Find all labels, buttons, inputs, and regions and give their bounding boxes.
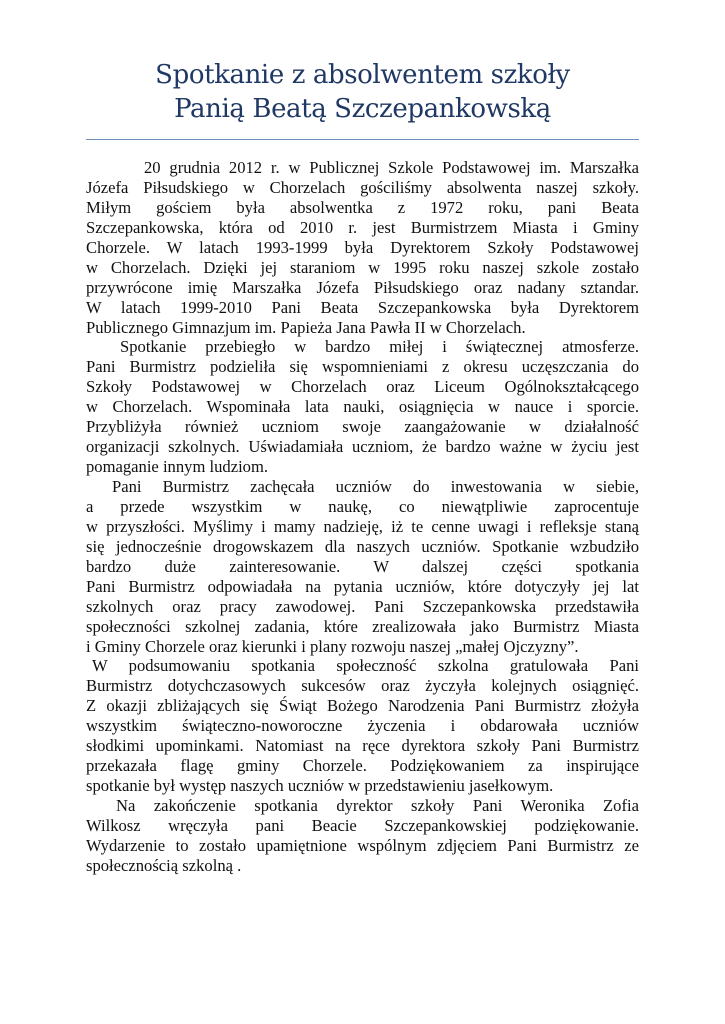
paragraph-1-line: Szczepankowska, która od 2010 r. jest Burmistrzem Miasta i Gminy — [86, 217, 639, 237]
paragraph-3-line: się jednocześnie drogowskazem dla naszych uczniów. Spotkanie wzbudziło — [86, 536, 639, 556]
paragraph-5-line: Na zakończenie spotkania dyrektor szkoły Pani Weronika Zofia — [116, 796, 639, 815]
paragraph-4-line: Burmistrz dotychczasowych sukcesów oraz życzyła kolejnych osiągnięć. — [86, 676, 639, 696]
paragraph-1-line: 20 grudnia 2012 r. w Publicznej Szkole Podstawowej im. Marszałka — [144, 158, 639, 177]
paragraph-4-line: Z okazji zbliżających się Świąt Bożego Narodzenia Pani Burmistrz złożyła — [86, 696, 639, 716]
paragraph-3-line: a przede wszystkim w naukę, co niewątpliwie zaprocentuje — [86, 496, 639, 516]
paragraph-4-line: słodkimi upominkami. Natomiast na ręce dyrektora szkoły Pani Burmistrz — [86, 736, 639, 756]
paragraph-2-line: Spotkanie przebiegło w bardzo miłej i świątecznej atmosferze. — [120, 337, 639, 357]
paragraph-2-line: Przybliżyła również uczniom swoje zaangażowanie w działalność — [86, 417, 639, 437]
title-underline — [86, 139, 639, 140]
paragraph-2-line: w Chorzelach. Wspominała lata nauki, osiągnięcia w nauce i sporcie. — [86, 397, 639, 417]
paragraph-3-line: bardzo duże zainteresowanie. W dalszej części spotkania — [86, 556, 639, 576]
paragraph-3-line: i Gminy Chorzele oraz kierunki i plany rozwoju naszej „małej Ojczyzny”. — [86, 636, 579, 656]
title-line-2: Panią Beatą Szczepankowską — [174, 94, 551, 124]
paragraph-1-line: Miłym gościem była absolwentka z 1972 roku, pani Beata — [86, 197, 639, 217]
paragraph-1-line: Józefa Piłsudskiego w Chorzelach gościliśmy absolwenta naszej szkoły. — [86, 177, 639, 197]
paragraph-5-line: społecznością szkolną . — [86, 855, 242, 875]
paragraph-4-line: W podsumowaniu spotkania społeczność szkolna gratulowała Pani — [92, 656, 639, 676]
paragraph-3-line: Pani Burmistrz zachęcała uczniów do inwestowania w siebie, — [112, 477, 639, 496]
paragraph-3-line: społeczności szkolnej zadania, które zrealizowała jako Burmistrz Miasta — [86, 616, 639, 636]
paragraph-2-line: Pani Burmistrz podzieliła się wspomnieniami z okresu uczęszczania do — [86, 357, 639, 377]
title-line-1: Spotkanie z absolwentem szkoły — [155, 60, 570, 90]
paragraph-4-line: przekazała flagę gminy Chorzele. Podziękowaniem za inspirujące — [86, 756, 639, 776]
paragraph-4-line: wszystkim świąteczno-noworoczne życzenia i obdarowała uczniów — [86, 716, 639, 736]
page-title — [86, 58, 639, 126]
paragraph-3-line: w przyszłości. Myślimy i mamy nadzieję, iż te cenne uwagi i refleksje staną — [86, 516, 639, 536]
paragraph-3-line: szkolnych oraz pracy zawodowej. Pani Szczepankowska przedstawiła — [86, 596, 639, 616]
paragraph-1-line: W latach 1999-2010 Pani Beata Szczepankowska była Dyrektorem — [86, 297, 639, 317]
paragraph-2-line: Szkoły Podstawowej w Chorzelach oraz Liceum Ogólnokształcącego — [86, 377, 639, 397]
paragraph-1-line: w Chorzelach. Dzięki jej staraniom w 1995 roku naszej szkole zostało — [86, 257, 639, 277]
article-body — [86, 158, 639, 876]
paragraph-2-line: organizacji szkolnych. Uświadamiała uczniom, że bardzo ważne w życiu jest — [86, 437, 639, 457]
paragraph-4-line: spotkanie był występ naszych uczniów w przedstawieniu jasełkowym. — [86, 776, 554, 796]
paragraph-5-line: Wilkosz wręczyła pani Beacie Szczepankowskiej podziękowanie. — [86, 815, 639, 835]
paragraph-2-line: pomaganie innym ludziom. — [86, 457, 269, 477]
paragraph-3-line: Pani Burmistrz odpowiadała na pytania uczniów, które dotyczyły jej lat — [86, 576, 639, 596]
paragraph-1-line: Publicznego Gimnazjum im. Papieża Jana Pawła II w Chorzelach. — [86, 317, 526, 337]
paragraph-5-line: Wydarzenie to zostało upamiętnione wspólnym zdjęciem Pani Burmistrz ze — [86, 835, 639, 855]
paragraph-1-line: przywrócone imię Marszałka Józefa Piłsudskiego oraz nadany sztandar. — [86, 277, 639, 297]
paragraph-1-line: Chorzele. W latach 1993-1999 była Dyrektorem Szkoły Podstawowej — [86, 237, 639, 257]
